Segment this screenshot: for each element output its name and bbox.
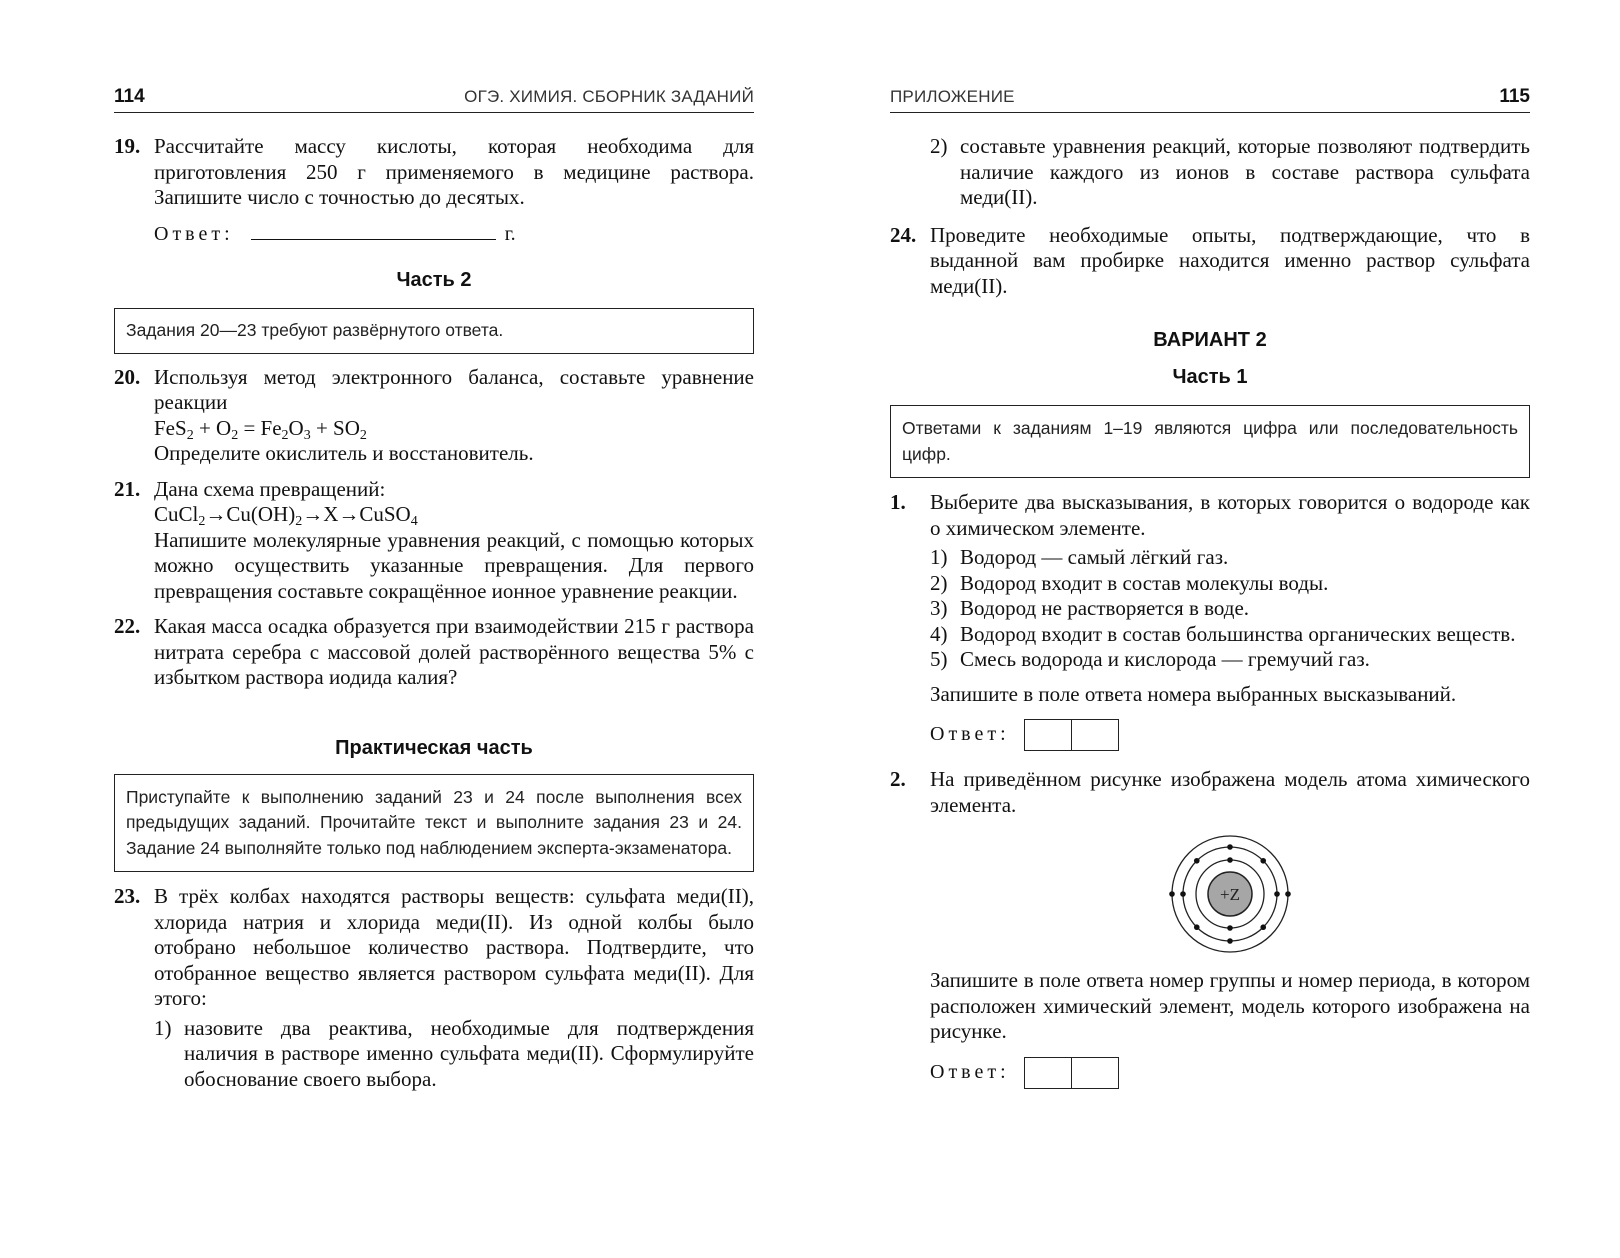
task-23-continued <box>890 134 1530 211</box>
option-number: 5) <box>930 647 948 671</box>
answer-label: Ответ: <box>154 222 234 245</box>
option-text: Водород не растворяется в воде. <box>960 596 1250 620</box>
task-text: Какая масса осадка образуется при взаимодействии 215 г раствора нитрата серебра с массовой долей растворённого вещества 5% с избытком раствора иодида калия? <box>154 614 754 689</box>
part2-title: Часть 2 <box>396 269 472 291</box>
answer-box[interactable] <box>1072 719 1119 751</box>
answer-unit: г. <box>504 222 516 245</box>
item-text: составьте уравнения реакций, которые позволяют подтвердить наличие каждого из ионов в составе раствора сульфата меди(II). <box>960 134 1530 209</box>
task-23 <box>114 884 754 1092</box>
option-item <box>930 622 1530 648</box>
electron <box>1169 891 1175 897</box>
option-item <box>930 571 1530 597</box>
nucleus-charge-label: +Z <box>1220 885 1240 904</box>
answer-row <box>930 1057 1530 1089</box>
answer-boxes <box>1024 719 1119 751</box>
atom-model-figure <box>930 832 1530 956</box>
electron <box>1194 924 1200 930</box>
list-item <box>154 1016 754 1093</box>
running-title: ОГЭ. ХИМИЯ. СБОРНИК ЗАДАНИЙ <box>464 87 754 106</box>
answer-box[interactable] <box>1024 1057 1072 1089</box>
page-header <box>114 86 754 113</box>
task-20 <box>114 365 754 467</box>
electron <box>1227 938 1233 944</box>
task-number: 1. <box>890 490 906 514</box>
page-header <box>890 86 1530 113</box>
answer-box[interactable] <box>1072 1057 1119 1089</box>
answer-label: Ответ: <box>930 723 1010 746</box>
electron <box>1227 925 1233 931</box>
task-intro: Дана схема превращений: <box>154 476 386 501</box>
task-number: 22. <box>114 614 141 638</box>
task-number: 19. <box>114 134 141 158</box>
option-text: Смесь водорода и кислорода — гремучий газ. <box>960 647 1370 671</box>
option-number: 2) <box>930 570 948 595</box>
task-number: 20. <box>114 364 141 389</box>
task-text: Выберите два высказывания, в которых говорится о водороде как о химическом элементе. <box>930 490 1530 540</box>
task-text: Проведите необходимые опыты, подтверждающие, что в выданной вам пробирке находится именно раствор сульфата меди(II). <box>930 222 1530 298</box>
option-number: 1) <box>930 545 948 569</box>
answer-blank[interactable] <box>251 221 496 240</box>
question-1 <box>890 490 1530 751</box>
answer-label: Ответ: <box>930 1060 1010 1083</box>
electron <box>1227 857 1233 863</box>
answer-box[interactable] <box>1024 719 1072 751</box>
list-item <box>930 134 1530 211</box>
option-text: Водород — самый лёгкий газ. <box>960 545 1229 569</box>
answer-boxes <box>1024 1057 1119 1089</box>
answer-line <box>154 221 754 248</box>
page-number: 115 <box>1499 86 1530 107</box>
option-number: 3) <box>930 596 948 620</box>
electron <box>1227 844 1233 850</box>
left-content <box>114 134 754 1092</box>
option-item <box>930 647 1530 673</box>
option-text: Водород входит в состав молекулы воды. <box>960 570 1329 595</box>
part1-title: Часть 1 <box>1172 366 1248 388</box>
task-text-after: Определите окислитель и восстановитель. <box>154 441 534 465</box>
task-text: В трёх колбах находятся растворы веществ: сульфата меди(II), хлорида натрия и хлорида меди(II). Из одной колбы было отобрано небольшое количество раствора. Подтвердите, что отобранное вещество является раствором сульфата меди(II). Для этого: <box>154 884 754 1010</box>
task-number: 24. <box>890 222 917 247</box>
task-text: Рассчитайте массу кислоты, которая необходима для приготовления 250 г применяемого в медицине раствора. Запишите число с точностью до десятых. <box>154 134 754 209</box>
task-sublist <box>930 134 1530 211</box>
instruction-text: Запишите в поле ответа номера выбранных высказываний. <box>930 681 1457 706</box>
right-content <box>890 134 1530 1089</box>
task-number: 2. <box>890 767 906 791</box>
part2-note: Задания 20—23 требуют развёрнутого ответа. <box>114 308 754 354</box>
item-number: 1) <box>154 1015 172 1040</box>
option-text: Водород входит в состав большинства органических веществ. <box>960 621 1516 646</box>
transformation-scheme: $CuCl_2\to Cu(OH)_2\to X\to CuSO_4$ <box>154 502 418 529</box>
task-21 <box>114 477 754 605</box>
task-number: 21. <box>114 476 141 501</box>
electron <box>1260 924 1266 930</box>
electron <box>1285 891 1291 897</box>
electron <box>1194 858 1200 864</box>
practical-title: Практическая часть <box>335 736 533 759</box>
electron <box>1180 891 1186 897</box>
part1-note: Ответами к заданиям 1–19 являются цифра или последовательность цифр. <box>890 405 1530 478</box>
electron <box>1260 858 1266 864</box>
task-22 <box>114 614 754 691</box>
task-number: 23. <box>114 884 141 908</box>
task-sublist <box>154 1016 754 1093</box>
atom-model <box>1168 832 1292 956</box>
item-number: 2) <box>930 134 948 158</box>
task-text: Используя метод электронного баланса, составьте уравнение реакции <box>154 364 754 414</box>
variant-title: ВАРИАНТ 2 <box>1153 329 1267 351</box>
option-item <box>930 545 1530 571</box>
option-number: 4) <box>930 621 948 646</box>
page-number: 114 <box>114 86 145 107</box>
instruction-text: Запишите в поле ответа номер группы и номер периода, в котором расположен химический элемент, модель которого изображена на рисунке. <box>930 968 1530 1043</box>
reaction-formula: $FeS_2 + O_2 = Fe_2O_3 + SO_2$ <box>154 415 367 443</box>
question-2 <box>890 767 1530 1089</box>
practical-note: Приступайте к выполнению заданий 23 и 24 после выполнения всех предыдущих заданий. Прочитайте текст и выполните задания 23 и 24. Задание 24 выполняйте только под наблюдением эксперта-экзаменатора. <box>114 774 754 873</box>
task-24 <box>890 223 1530 300</box>
answer-row <box>930 719 1530 751</box>
running-title: ПРИЛОЖЕНИЕ <box>890 87 1015 106</box>
task-text: На приведённом рисунке изображена модель атома химического элемента. <box>930 767 1530 817</box>
option-item <box>930 596 1530 622</box>
task-text: Напишите молекулярные уравнения реакций, с помощью которых можно осуществить указанные превращения. Для первого превращения составьте сокращённое ионное уравнение реакции. <box>154 527 754 603</box>
item-text: назовите два реактива, необходимые для подтверждения наличия в растворе именно сульфата меди(II). Сформулируйте обоснование своего выбора. <box>184 1015 754 1091</box>
options-list <box>930 545 1530 673</box>
task-19 <box>114 134 754 247</box>
electron <box>1274 891 1280 897</box>
